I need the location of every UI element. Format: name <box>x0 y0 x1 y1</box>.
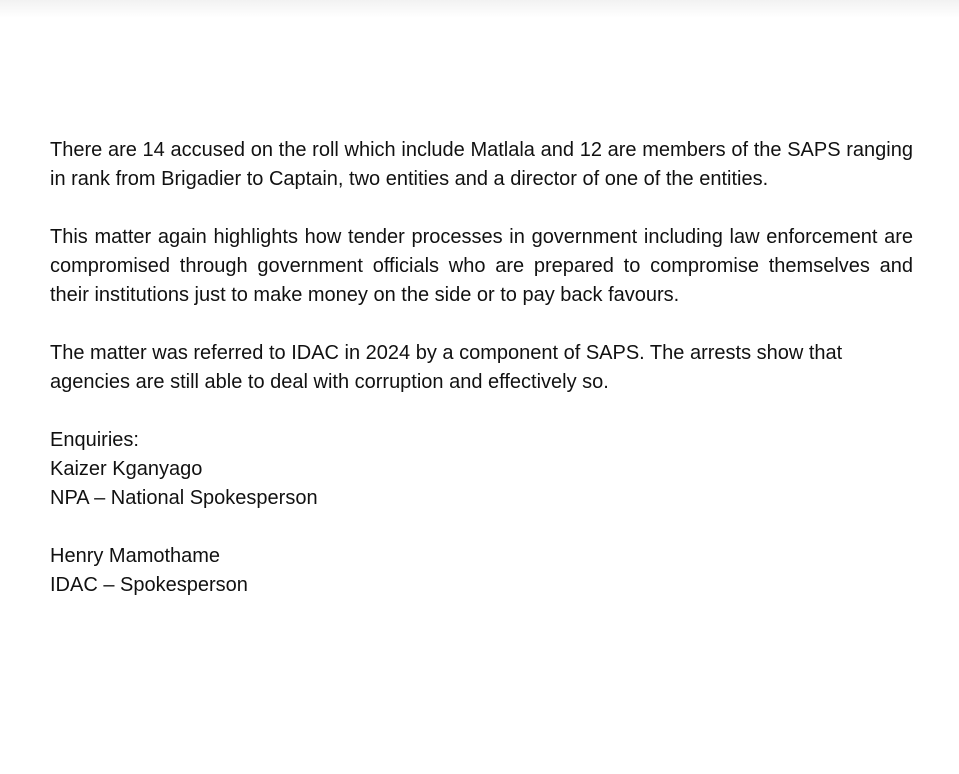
contact-block-idac <box>50 542 913 600</box>
enquiries-heading: Enquiries: <box>50 429 139 451</box>
paragraph-referral: The matter was referred to IDAC in 2024 by a component of SAPS. The arrests show that agencies are still able to deal with corruption and effectively so. <box>50 342 843 393</box>
contact-title-npa: NPA – National Spokesperson <box>50 487 318 509</box>
paragraph-tender-processes: This matter again highlights how tender processes in government including law enforcement are compromised through government officials who are prepared to compromise themselves and their institutions just to make money on the side or to pay back favours. <box>50 226 913 306</box>
document-body <box>50 136 913 629</box>
contact-name-npa: Kaizer Kganyago <box>50 458 203 480</box>
page-top-edge <box>0 0 959 18</box>
contact-name-idac: Henry Mamothame <box>50 545 221 567</box>
contact-title-idac: IDAC – Spokesperson <box>50 574 248 596</box>
paragraph-accused: There are 14 accused on the roll which include Matlala and 12 are members of the SAPS ranging in rank from Brigadier to Captain, two entities and a director of one of the entities. <box>50 139 913 190</box>
enquiries-block <box>50 426 913 513</box>
